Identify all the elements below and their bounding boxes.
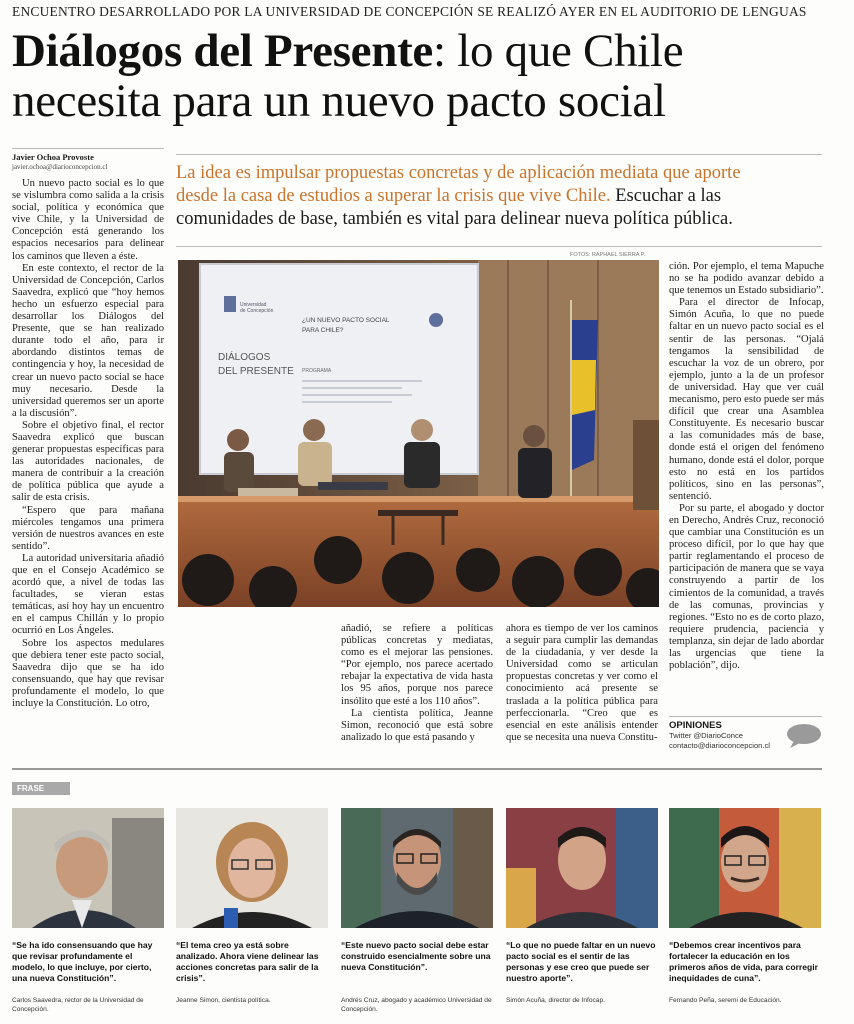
svg-text:DIÁLOGOS: DIÁLOGOS — [218, 352, 271, 363]
paragraph: Sobre los aspectos medulares que debiera tener este pacto social, Saavedra dijo que se ha ido consensuando, que hay que revisar profundamente el modelo, lo que incluye la Constitución. Lo otro, — [12, 637, 164, 710]
lead-rule-bottom — [176, 246, 822, 247]
lead-paragraph — [176, 162, 786, 231]
paragraph: En este contexto, el rector de la Universidad de Concepción, Carlos Saavedra, explicó que “hoy hemos hecho un esfuerzo especial para desarrollar los Diálogos del Presente, que se han realizado durante todo el año, para ir abordando distintos temas de contingencia y hoy, la necesidad de crear un nuevo pacto social se hace muy necesario. Desde la universidad queremos ser un aporte a la discusión”. — [12, 262, 164, 419]
opinions-rule — [669, 716, 822, 717]
quote-3: “Este nuevo pacto social debe estar construido esencialmente sobre una nueva Constitución”. — [341, 940, 491, 972]
headline-rest: : lo que Chile — [433, 25, 684, 77]
byline-rule — [12, 148, 164, 149]
portrait-carlos-saavedra — [12, 808, 164, 928]
article-column-4 — [506, 623, 658, 744]
speech-bubble-icon — [786, 723, 822, 749]
headline-bold: Diálogos del Presente — [12, 25, 433, 77]
headline — [12, 26, 842, 126]
paragraph: ahora es tiempo de ver los caminos a seguir para cumplir las demandas de la ciudadanía, y ver desde la Universidad como se articulan propuestas concretas y ver como el conocimiento acá presente se traslada a la política pública para perfeccionarla. “Creo que es esencial en este análisis entender que se necesita una nueva Constitu- — [506, 623, 658, 743]
quote-1-attribution: Carlos Saavedra, rector de la Universidad de Concepción. — [12, 997, 144, 1013]
svg-text:de Concepción: de Concepción — [240, 308, 274, 314]
article-column-3 — [341, 623, 493, 744]
quote-5-attribution: Fernando Peña, seremi de Educación. — [669, 997, 782, 1004]
event-photo — [178, 260, 659, 607]
lead-rule-top — [176, 154, 822, 155]
opinions-twitter[interactable]: Twitter @DiarioConce — [669, 731, 743, 740]
opinions-contact[interactable]: contacto@diarioconcepcion.cl — [669, 741, 770, 750]
photo-credit: FOTOS: RAPHAEL SIERRA P. — [570, 252, 646, 258]
opinions-title: OPINIONES — [669, 720, 722, 731]
paragraph: Para el director de Infocap, Simón Acuña, lo que no puede faltar en un nuevo pacto social es el sentir de las personas. “Ojalá tengamos la sensibilidad de escuchar la voz de un obrero, por ejemplo, junto a la de un profesor de universidad. Hay que ver cuál mecanismo, pero esto puede ser más difícil que crear una Asamblea Constituyente. Es necesario buscar a las comunidades más de base, donde está el origen del fenómeno humano, donde está el dolor, porque esto no está en los partidos políticos, sino en las personas”, sentenció. — [669, 297, 824, 502]
svg-text:PROGRAMA: PROGRAMA — [302, 368, 332, 374]
article-column-5 — [669, 261, 824, 672]
paragraph: añadió, se refiere a políticas públicas concretas y mediatas, como es el mejorar las pensiones. “Por ejemplo, nos parece acertado rebajar la expectativa de vida hasta los 95 años, porque nos parece insólito que esté a los 110 años”. — [341, 623, 493, 707]
quote-1: “Se ha ido consensuando que hay que revisar profundamente el modelo, lo que incluye, por cierto, una nueva Constitución”. — [12, 940, 153, 983]
portrait-andres-cruz — [341, 808, 493, 928]
lead-highlight: La idea es impulsar propuestas concretas y de aplicación mediata que aporte desde la casa de estudios a superar la crisis que vive Chile. — [176, 163, 741, 206]
quote-5: “Debemos crear incentivos para fortalecer la educación en los primeros años de vida, para corregir inequidades de cuna”. — [669, 940, 819, 983]
paragraph: La cientista política, Jeanne Simon, reconoció que está sobre analizado lo que está pasando y — [341, 707, 493, 743]
quote-2: “El tema creo ya está sobre analizado. Ahora viene delinear las acciones concretas para salir de la crisis”. — [176, 940, 319, 983]
svg-text:PARA CHILE?: PARA CHILE? — [302, 327, 344, 334]
paragraph: Un nuevo pacto social es lo que se vislumbra como salida a la crisis social, política y económica que vive Chile, y la Universidad de Concepción está generando los espacios necesarios para delinear los caminos que lleven a éste. — [12, 178, 164, 262]
lead-rest: Escuchar a las comunidades de base, también es vital para delinear nueva política pública. — [176, 186, 733, 229]
kicker: ENCUENTRO DESARROLLADO POR LA UNIVERSIDAD DE CONCEPCIÓN SE REALIZÓ AYER EN EL AUDITORIO DE LENGUAS — [12, 4, 807, 19]
quote-4-attribution: Simón Acuña, director de Infocap. — [506, 997, 605, 1004]
quote-2-attribution: Jeanne Simon, cientista política. — [176, 997, 271, 1004]
paragraph: “Espero que para mañana miércoles tengamos una primera versión de nuestros avances en este sentido”. — [12, 504, 164, 552]
svg-text:¿UN NUEVO PACTO SOCIAL: ¿UN NUEVO PACTO SOCIAL — [302, 317, 390, 324]
paragraph: La autoridad universitaria añadió que en el Consejo Académico se acordó que, a nivel de todas las facultades, se vieran estas temáticas, así hoy hay un encuentro en el campus Chillán y lo propio ocurrió en Los Ángeles. — [12, 552, 164, 637]
quote-3-attribution: Andrés Cruz, abogado y académico Universidad de Concepción. — [341, 997, 492, 1013]
paragraph: ción. Por ejemplo, el tema Mapuche no se ha podido avanzar debido a que tenemos un Estado subsidiario”. — [669, 261, 824, 297]
byline-author: Javier Ochoa Provoste — [12, 152, 94, 162]
headline-line2: necesita para un nuevo pacto social — [12, 75, 666, 127]
paragraph: Sobre el objetivo final, el rector Saavedra explicó que buscan generar propuestas específicas para las autoridades nacionales, de manera de contribuir a la creación de política pública que ayude a salir de esta crisis. — [12, 419, 164, 504]
frase-label: FRASE — [12, 782, 70, 795]
section-divider — [12, 768, 822, 770]
byline-email[interactable]: javier.ochoa@diarioconcepcion.cl — [12, 163, 108, 171]
portrait-fernando-pena — [669, 808, 821, 928]
portrait-simon-acuna — [506, 808, 658, 928]
quote-4: “Lo que no puede faltar en un nuevo pacto social es el sentir de las personas y ese creo que puede ser nuestro aporte”. — [506, 940, 656, 983]
svg-text:Universidad: Universidad — [240, 302, 267, 308]
article-column-1 — [12, 178, 164, 710]
portrait-jeanne-simon — [176, 808, 328, 928]
paragraph: Por su parte, el abogado y doctor en Derecho, Andrés Cruz, reconoció que cambiar una Constitución es un proceso difícil, por lo que hay que partir reglamentando el proceso de participación de manera que se vaya construyendo a partir de los cimientos de la comunidad, a través de las comunas, provincias y regiones. “Esto no es de corto plazo, requiere prudencia, paciencia y templanza, sin dejar de lado abordar las urgencias que tiene la población”, dijo. — [669, 502, 824, 672]
svg-text:DEL PRESENTE: DEL PRESENTE — [218, 366, 294, 377]
